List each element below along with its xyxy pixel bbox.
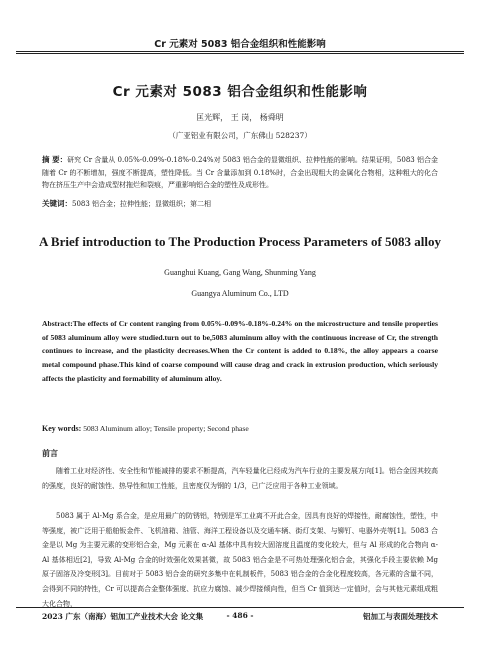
keywords-en-text: 5083 Aluminum alloy; Tensile property; Second phase <box>83 424 249 433</box>
header-rule-bottom <box>16 53 464 54</box>
footer-right: 铝加工与表面处理技术 <box>363 612 438 621</box>
body-paragraph-2: 5083 属于 Al-Mg 系合金，是应用最广的防锈铝，特别是军工业离不开此合金，因具有良好的焊接性，耐腐蚀性，塑性，中等强度，被广泛用于船舶钣金件、飞机油箱、油管、海洋工程设备以及交通车辆、街灯支架、与铆钉、电器外壳等[1]。5083 合金是以 Mg 为主要元素的变形铝合金，Mg 元素在 α-Al 基体中具有较大固溶度且温度的变化较大，但与 Al 形成的化合物向 α-Al 基体相近[2]，导致 Al-Mg 合金的时效强化效果甚微，故 5083 铝合金是不可热处理强化铝合金，其强化手段主要依赖 Mg 原子固溶及冷变形[3]。目前对于 5083 铝合金的研究多集中在轧制板件，5083 铝合金的合金化程度较高，各元素的含量不同，会得到不同的特性，Cr 可以提高合金整体强度、抗应力腐蚀、减少焊接倾向性，但当 Cr 值到达一定值时，会与其他元素组成粗大化合物， <box>42 512 438 608</box>
abstract-en <box>42 317 438 386</box>
footer-rule <box>16 607 464 608</box>
section-title: 前言 <box>42 449 58 458</box>
keywords-en-label: Key words: <box>42 424 82 433</box>
keywords-en <box>42 424 438 433</box>
keywords-cn-text: 5083 铝合金；拉伸性能；显微组织；第二相 <box>72 200 212 208</box>
body-paragraph-1: 随着工业对经济性、安全性和节能减排的要求不断提高，汽车轻量化已经成为汽车行业的主要发展方向[1]。铝合金因其较高的强度，良好的耐蚀性、热导性和加工性能，且密度仅为钢的 1/3，已广泛应用于各种工业领域。 <box>42 467 438 490</box>
abstract-cn <box>42 154 438 192</box>
paper-title-cn: Cr 元素对 5083 铝合金组织和性能影响 <box>112 84 368 100</box>
keywords-cn <box>42 198 438 211</box>
page-number: - 486 - <box>226 611 254 620</box>
abstract-cn-label: 摘 要： <box>42 155 68 164</box>
footer-left: 2023 广东（南海）铝加工产业技术大会 论文集 <box>42 612 204 621</box>
keywords-cn-label: 关键词： <box>42 199 72 208</box>
affiliation-cn: （广亚铝业有限公司，广东佛山 528237） <box>168 131 312 140</box>
affiliation-en: Guangya Aluminum Co., LTD <box>191 289 289 298</box>
authors-en: Guanghui Kuang, Gang Wang, Shunming Yang <box>164 268 316 277</box>
abstract-en-text: The effects of Cr content ranging from 0.05%-0.09%-0.18%-0.24% on the microstructure and tensile properties of 5083 aluminum alloy were studied.turn out to be,5083 aluminum alloy with the continuous increase of Cr, the strength continues to increase, and the plasticity decreases.When the Cr content is added to 0.18%, the alloy appears a coarse metal compound phase.This kind of coarse compound will cause drag and crack in extrusion production, which seriously affects the plasticity and formability of aluminum alloy. <box>42 319 438 383</box>
header-rule-top <box>16 51 464 52</box>
paper-title-en: A Brief introduction to The Production Process Parameters of 5083 alloy <box>39 234 441 249</box>
running-header: Cr 元素对 5083 铝合金组织和性能影响 <box>154 39 326 50</box>
abstract-en-label: Abstract: <box>42 319 73 328</box>
abstract-cn-text: 研究 Cr 含量从 0.05%-0.09%-0.18%-0.24%对 5083 铝合金的显微组织、拉伸性能的影响。结果证明，5083 铝合金随着 Cr 的不断增加，强度不断提高，塑性降低。当 Cr 含量添加到 0.18%时，合金出现粗大的金属化合物相，这种粗大的化合物在挤压生产中会造成型材拖烂和裂痕，严重影响铝合金的塑性及成形性。 <box>42 156 438 190</box>
authors-cn: 匡光辉， 王 岗， 杨舜明 <box>196 113 284 122</box>
